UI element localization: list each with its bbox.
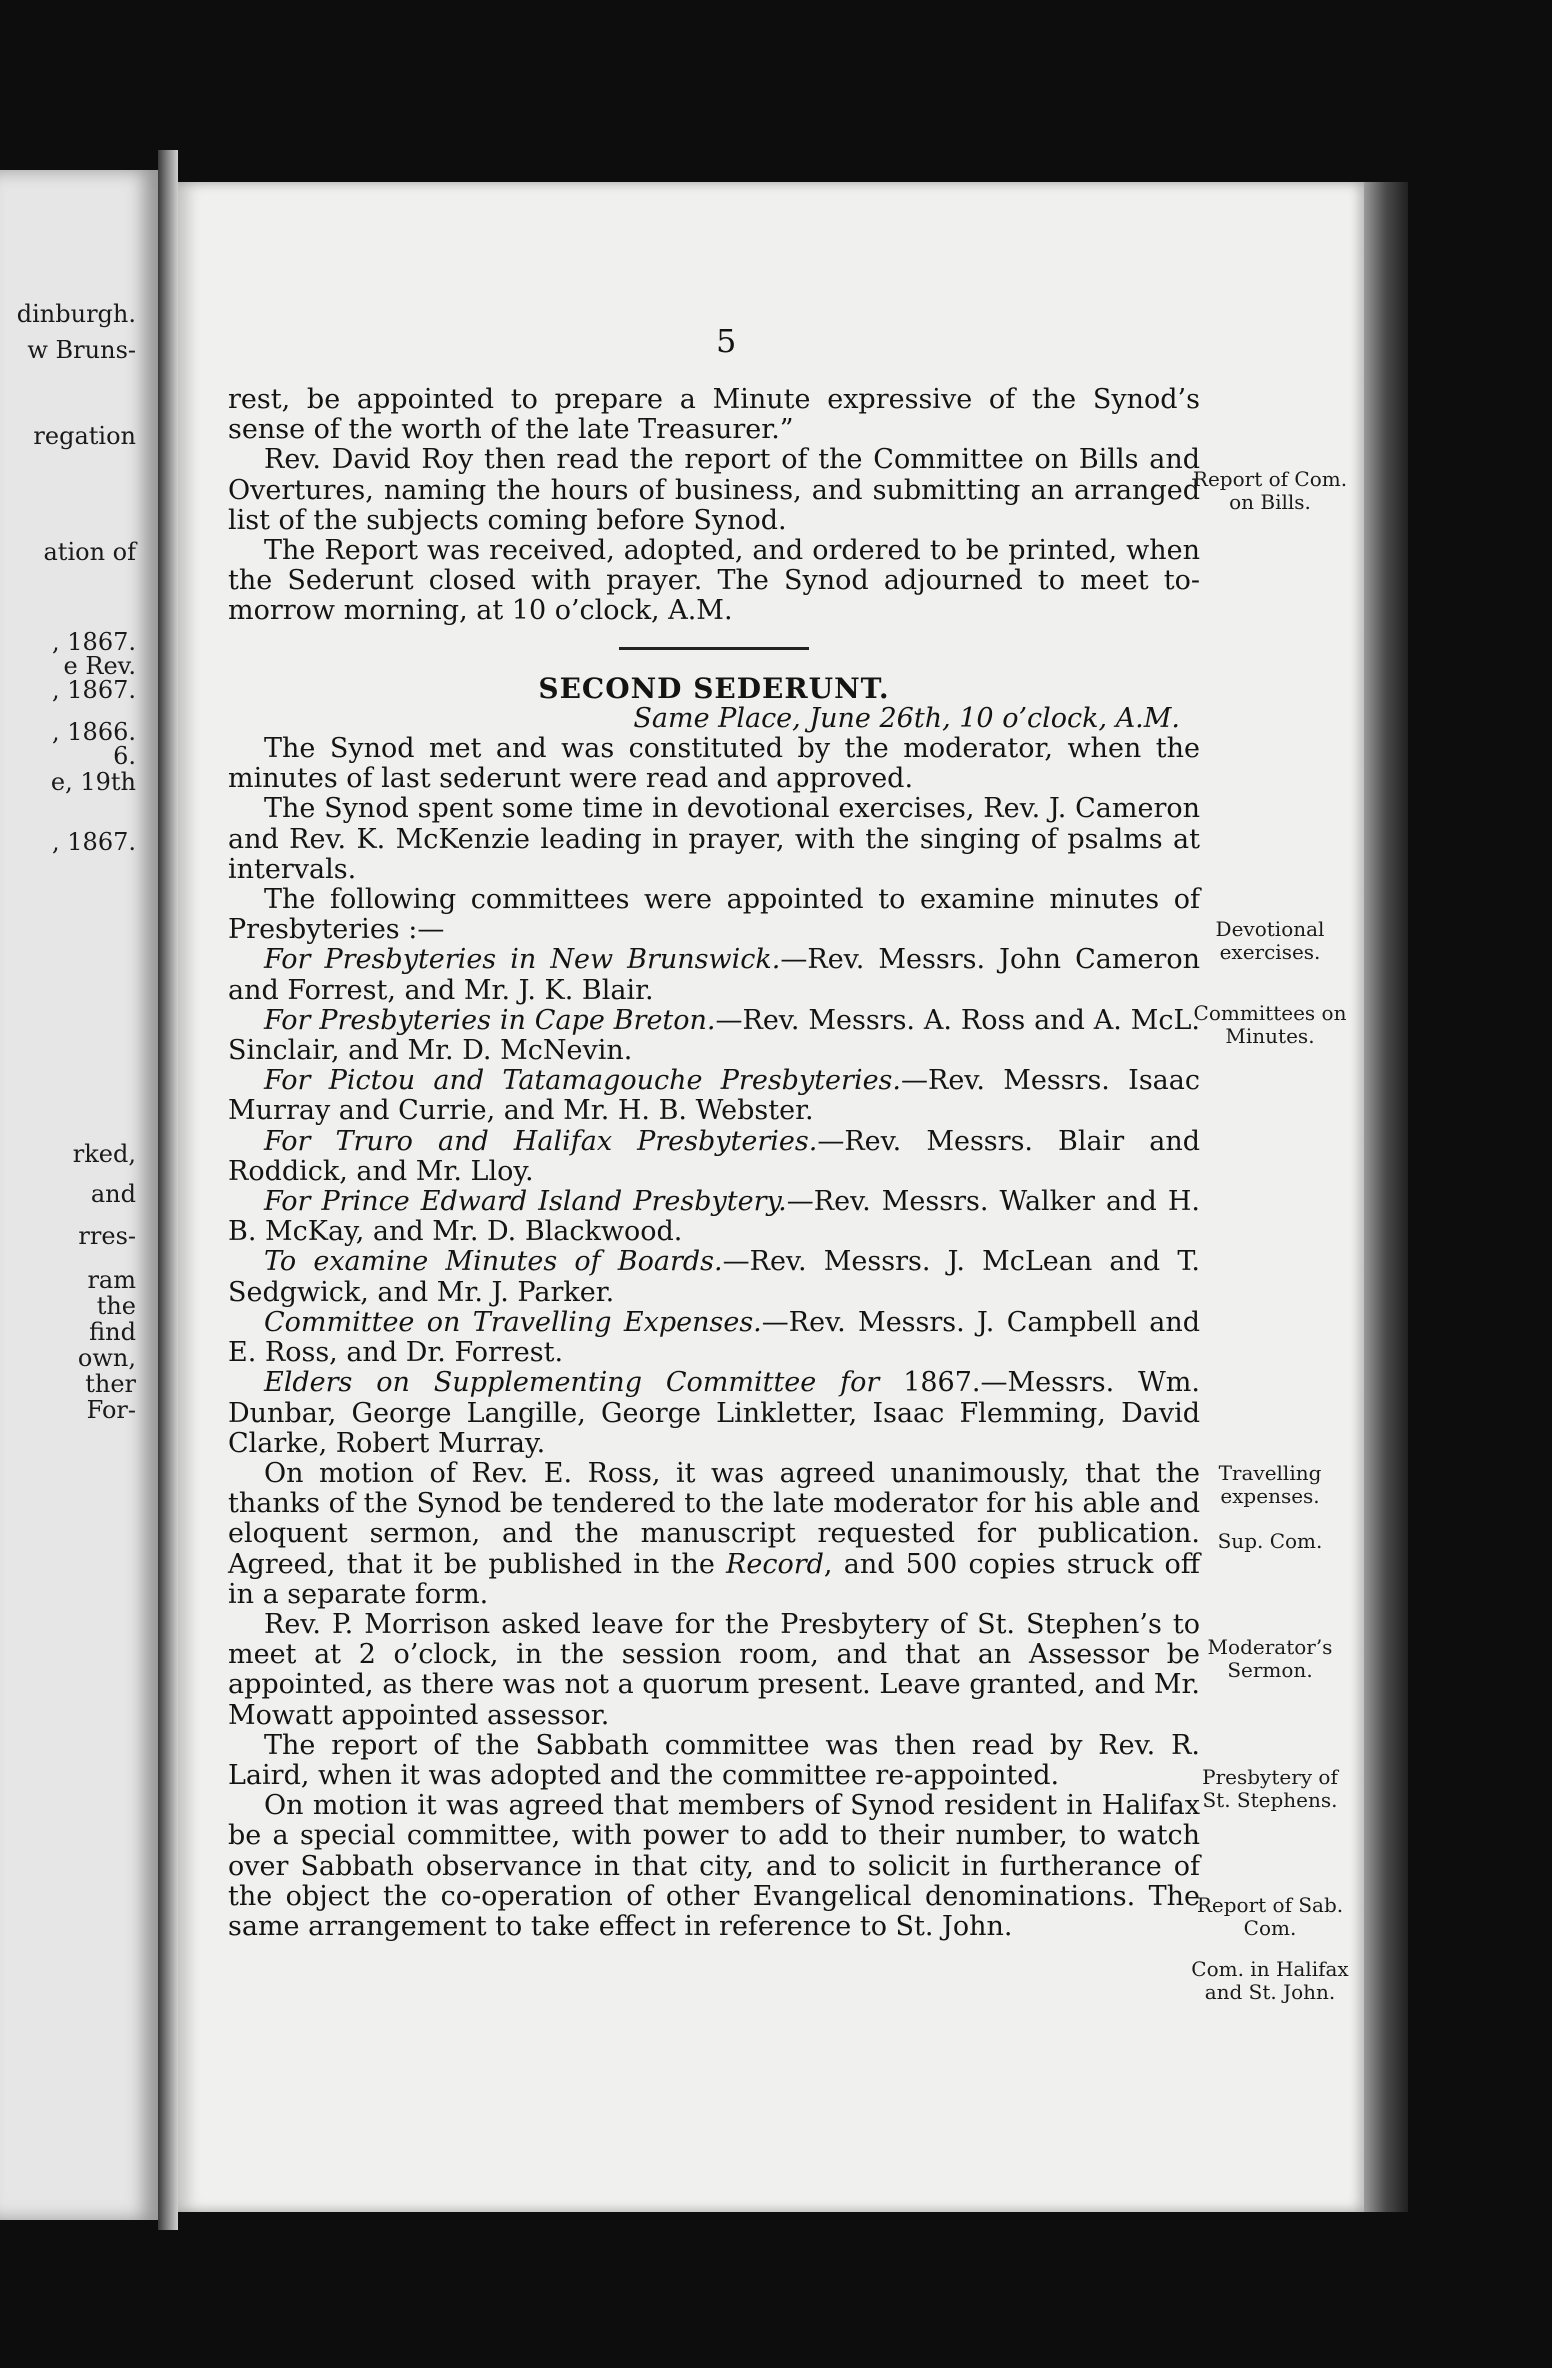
committee-members: —Rev. Messrs. Walker and H. B. McKay, and Mr. D. Blackwood. xyxy=(228,1186,1200,1248)
paragraph-report-bills: Rev. David Roy then read the report of the Committee on Bills and Overtures, naming the hours of business, and submitting an arranged list of the subjects coming before Synod. xyxy=(228,444,1200,536)
left-page-fragment: ther xyxy=(85,1370,136,1398)
left-page-fragment: 6. xyxy=(113,742,136,770)
page-body xyxy=(228,385,1200,1942)
margin-note: Sup. Com. xyxy=(1217,1529,1323,1553)
left-page-fragment: ram xyxy=(87,1266,136,1294)
left-page-fragment: and xyxy=(90,1180,136,1208)
paragraph-halifax-committee: On motion it was agreed that members of Synod resident in Halifax be a special committee, with power to add to their number, to watch over Sabbath observance in that city, and to solicit in furtherance of the object the co-operation of other Evangelical denominations. The same arrangement to take effect in reference to St. John. xyxy=(228,1790,1200,1942)
page-edge-shadow xyxy=(1364,182,1408,2212)
left-page-fragment: , 1867. xyxy=(52,628,136,656)
committee-title: Elders on Supplementing Committee for xyxy=(264,1367,880,1399)
committee-members: 1867.—Messrs. Wm. Dunbar, George Langille, George Linkletter, Isaac Flemming, David Clarke, Robert Murray. xyxy=(228,1367,1200,1459)
sermon-text-a: On motion of Rev. E. Ross, it was agreed unanimously, that the thanks of the Synod be tendered to the late moderator for his able and eloquent sermon, and the manuscript requested for publication. Agreed, that it be published in the xyxy=(228,1457,1200,1580)
paragraph-committees-intro: The following committees were appointed to examine minutes of Presbyteries :— xyxy=(228,884,1200,946)
paragraph-synod-constituted: The Synod met and was constituted by the moderator, when the minutes of last sederunt were read and approved. xyxy=(228,733,1200,795)
left-page-fragment: ation of xyxy=(43,538,136,566)
committee-entry xyxy=(228,1187,1200,1247)
left-facing-page xyxy=(0,170,158,2220)
committee-members: —Rev. Messrs. John Cameron and Forrest, and Mr. J. K. Blair. xyxy=(228,944,1200,1006)
committee-title: For Presbyteries in New Brunswick. xyxy=(264,944,781,976)
left-page-fragment: own, xyxy=(77,1344,136,1372)
left-page-fragment: find xyxy=(89,1318,136,1346)
committee-members: —Rev. Messrs. J. Campbell and E. Ross, and Dr. Forrest. xyxy=(228,1306,1200,1369)
margin-note: Travelling expenses. xyxy=(1218,1461,1322,1508)
left-page-fragment: e, 19th xyxy=(50,768,136,796)
left-page-fragment: the xyxy=(96,1292,136,1320)
margin-note: Report of Com. on Bills. xyxy=(1192,467,1348,514)
committee-members: —Rev. Messrs. J. McLean and T. Sedgwick, and Mr. J. Parker. xyxy=(228,1246,1200,1308)
record-title: Record xyxy=(726,1548,824,1580)
left-page-fragment: dinburgh. xyxy=(16,300,136,328)
left-page-fragment: regation xyxy=(33,422,136,450)
paragraph-moderator-sermon xyxy=(228,1459,1200,1610)
committee-entry xyxy=(228,1006,1200,1066)
committee-entry xyxy=(228,1247,1200,1307)
committee-entry xyxy=(228,945,1200,1005)
committee-members: —Rev. Messrs. Blair and Roddick, and Mr. Lloy. xyxy=(228,1125,1200,1187)
margin-note: Devotional exercises. xyxy=(1215,917,1325,964)
margin-note: Presbytery of St. Stephens. xyxy=(1202,1765,1338,1812)
left-page-fragment: w Bruns- xyxy=(27,336,136,364)
dateline: Same Place, June 26th, 10 o’clock, A.M. xyxy=(633,702,1180,734)
left-page-fragment: e Rev. xyxy=(63,652,136,680)
committee-members: —Rev. Messrs. Isaac Murray and Currie, and Mr. H. B. Webster. xyxy=(228,1065,1200,1127)
committee-title: To examine Minutes of Boards. xyxy=(264,1246,723,1278)
committee-title: For Truro and Halifax Presbyteries. xyxy=(264,1125,818,1157)
committee-title: For Presbyteries in Cape Breton. xyxy=(264,1004,716,1036)
committee-entry xyxy=(228,1308,1200,1368)
sermon-text-b: , and 500 copies struck off in a separate form. xyxy=(228,1548,1200,1610)
committee-title: For Pictou and Tatamagouche Presbyteries. xyxy=(264,1065,901,1097)
committee-entry xyxy=(228,1066,1200,1126)
section-divider xyxy=(619,647,809,650)
committee-entry xyxy=(228,1127,1200,1187)
left-page-fragment: For- xyxy=(86,1396,136,1424)
committee-title: For Prince Edward Island Presbytery. xyxy=(264,1186,787,1218)
paragraph-presbytery-st-stephens: Rev. P. Morrison asked leave for the Presbytery of St. Stephen’s to meet at 2 o’clock, in the session room, and that an Assessor be appointed, as there was not a quorum present. Leave granted, and Mr. Mowatt appointed assessor. xyxy=(228,1608,1200,1731)
page-number: 5 xyxy=(716,322,737,360)
committee-members: —Rev. Messrs. A. Ross and A. McL. Sinclair, and Mr. D. McNevin. xyxy=(228,1004,1200,1067)
paragraph-minute-treasurer: rest, be appointed to prepare a Minute expressive of the Synod’s sense of the worth of the late Treasurer.” xyxy=(228,384,1200,446)
left-page-fragment: rked, xyxy=(72,1140,136,1168)
committee-title: Committee on Travelling Expenses. xyxy=(264,1306,762,1338)
left-page-fragment: , 1866. xyxy=(52,718,136,746)
left-page-fragment: rres- xyxy=(78,1222,136,1250)
committee-list xyxy=(228,945,1200,1458)
margin-note: Moderator’s Sermon. xyxy=(1207,1635,1333,1682)
margin-note: Report of Sab. Com. xyxy=(1196,1893,1344,1940)
committee-entry xyxy=(228,1368,1200,1459)
left-page-fragment: , 1867. xyxy=(52,676,136,704)
book-gutter xyxy=(158,150,178,2230)
margin-note: Com. in Halifax and St. John. xyxy=(1191,1957,1349,2004)
paragraph-devotional: The Synod spent some time in devotional exercises, Rev. J. Cameron and Rev. K. McKenzie leading in prayer, with the singing of psalms at intervals. xyxy=(228,793,1200,885)
paragraph-sabbath-report: The report of the Sabbath committee was then read by Rev. R. Laird, when it was adopted and the committee re-appointed. xyxy=(228,1729,1200,1791)
paragraph-sederunt-closed: The Report was received, adopted, and ordered to be printed, when the Sederunt closed with prayer. The Synod adjourned to meet to-morrow morning, at 10 o’clock, A.M. xyxy=(228,535,1200,627)
margin-note: Committees on Minutes. xyxy=(1193,1001,1347,1048)
left-page-fragment: , 1867. xyxy=(52,828,136,856)
section-title: SECOND SEDERUNT. xyxy=(538,671,890,705)
